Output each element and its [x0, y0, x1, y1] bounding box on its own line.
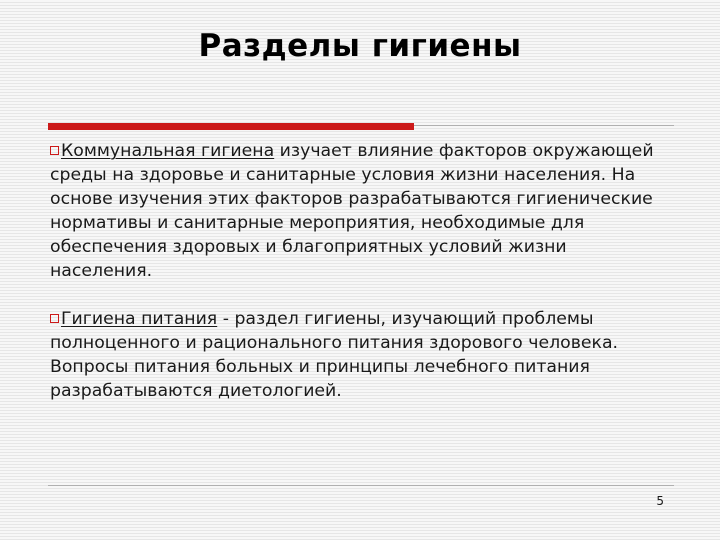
bullet-text: - раздел гигиены, изучающий проблемы полноценного и рационального питания здорового человека. Вопросы питания больных и принципы лечебного питания разрабатываются диетологией.: [50, 309, 619, 401]
footer-divider: [48, 485, 674, 486]
bullet-term: Гигиена питания: [61, 309, 218, 329]
hollow-square-bullet-icon: [50, 146, 59, 155]
bullet-paragraph-communal-hygiene: [50, 139, 674, 283]
bullet-text: изучает влияние факторов окружающей среды на здоровье и санитарные условия жизни населения. На основе изучения этих факторов разрабатываются гигиенические нормативы и санитарные мероприятия, необходимые для обеспечения здоровых и благоприятных условий жизни населения.: [50, 141, 654, 281]
slide-title: Разделы гигиены: [198, 28, 522, 64]
title-underline-accent: [48, 123, 414, 130]
bullet-paragraph-nutrition-hygiene: [50, 307, 674, 403]
bullet-term: Коммунальная гигиена: [61, 141, 275, 161]
hollow-square-bullet-icon: [50, 314, 59, 323]
page-number: 5: [656, 494, 664, 508]
slide-content: [50, 139, 674, 403]
title-underline-rule: [414, 125, 674, 126]
